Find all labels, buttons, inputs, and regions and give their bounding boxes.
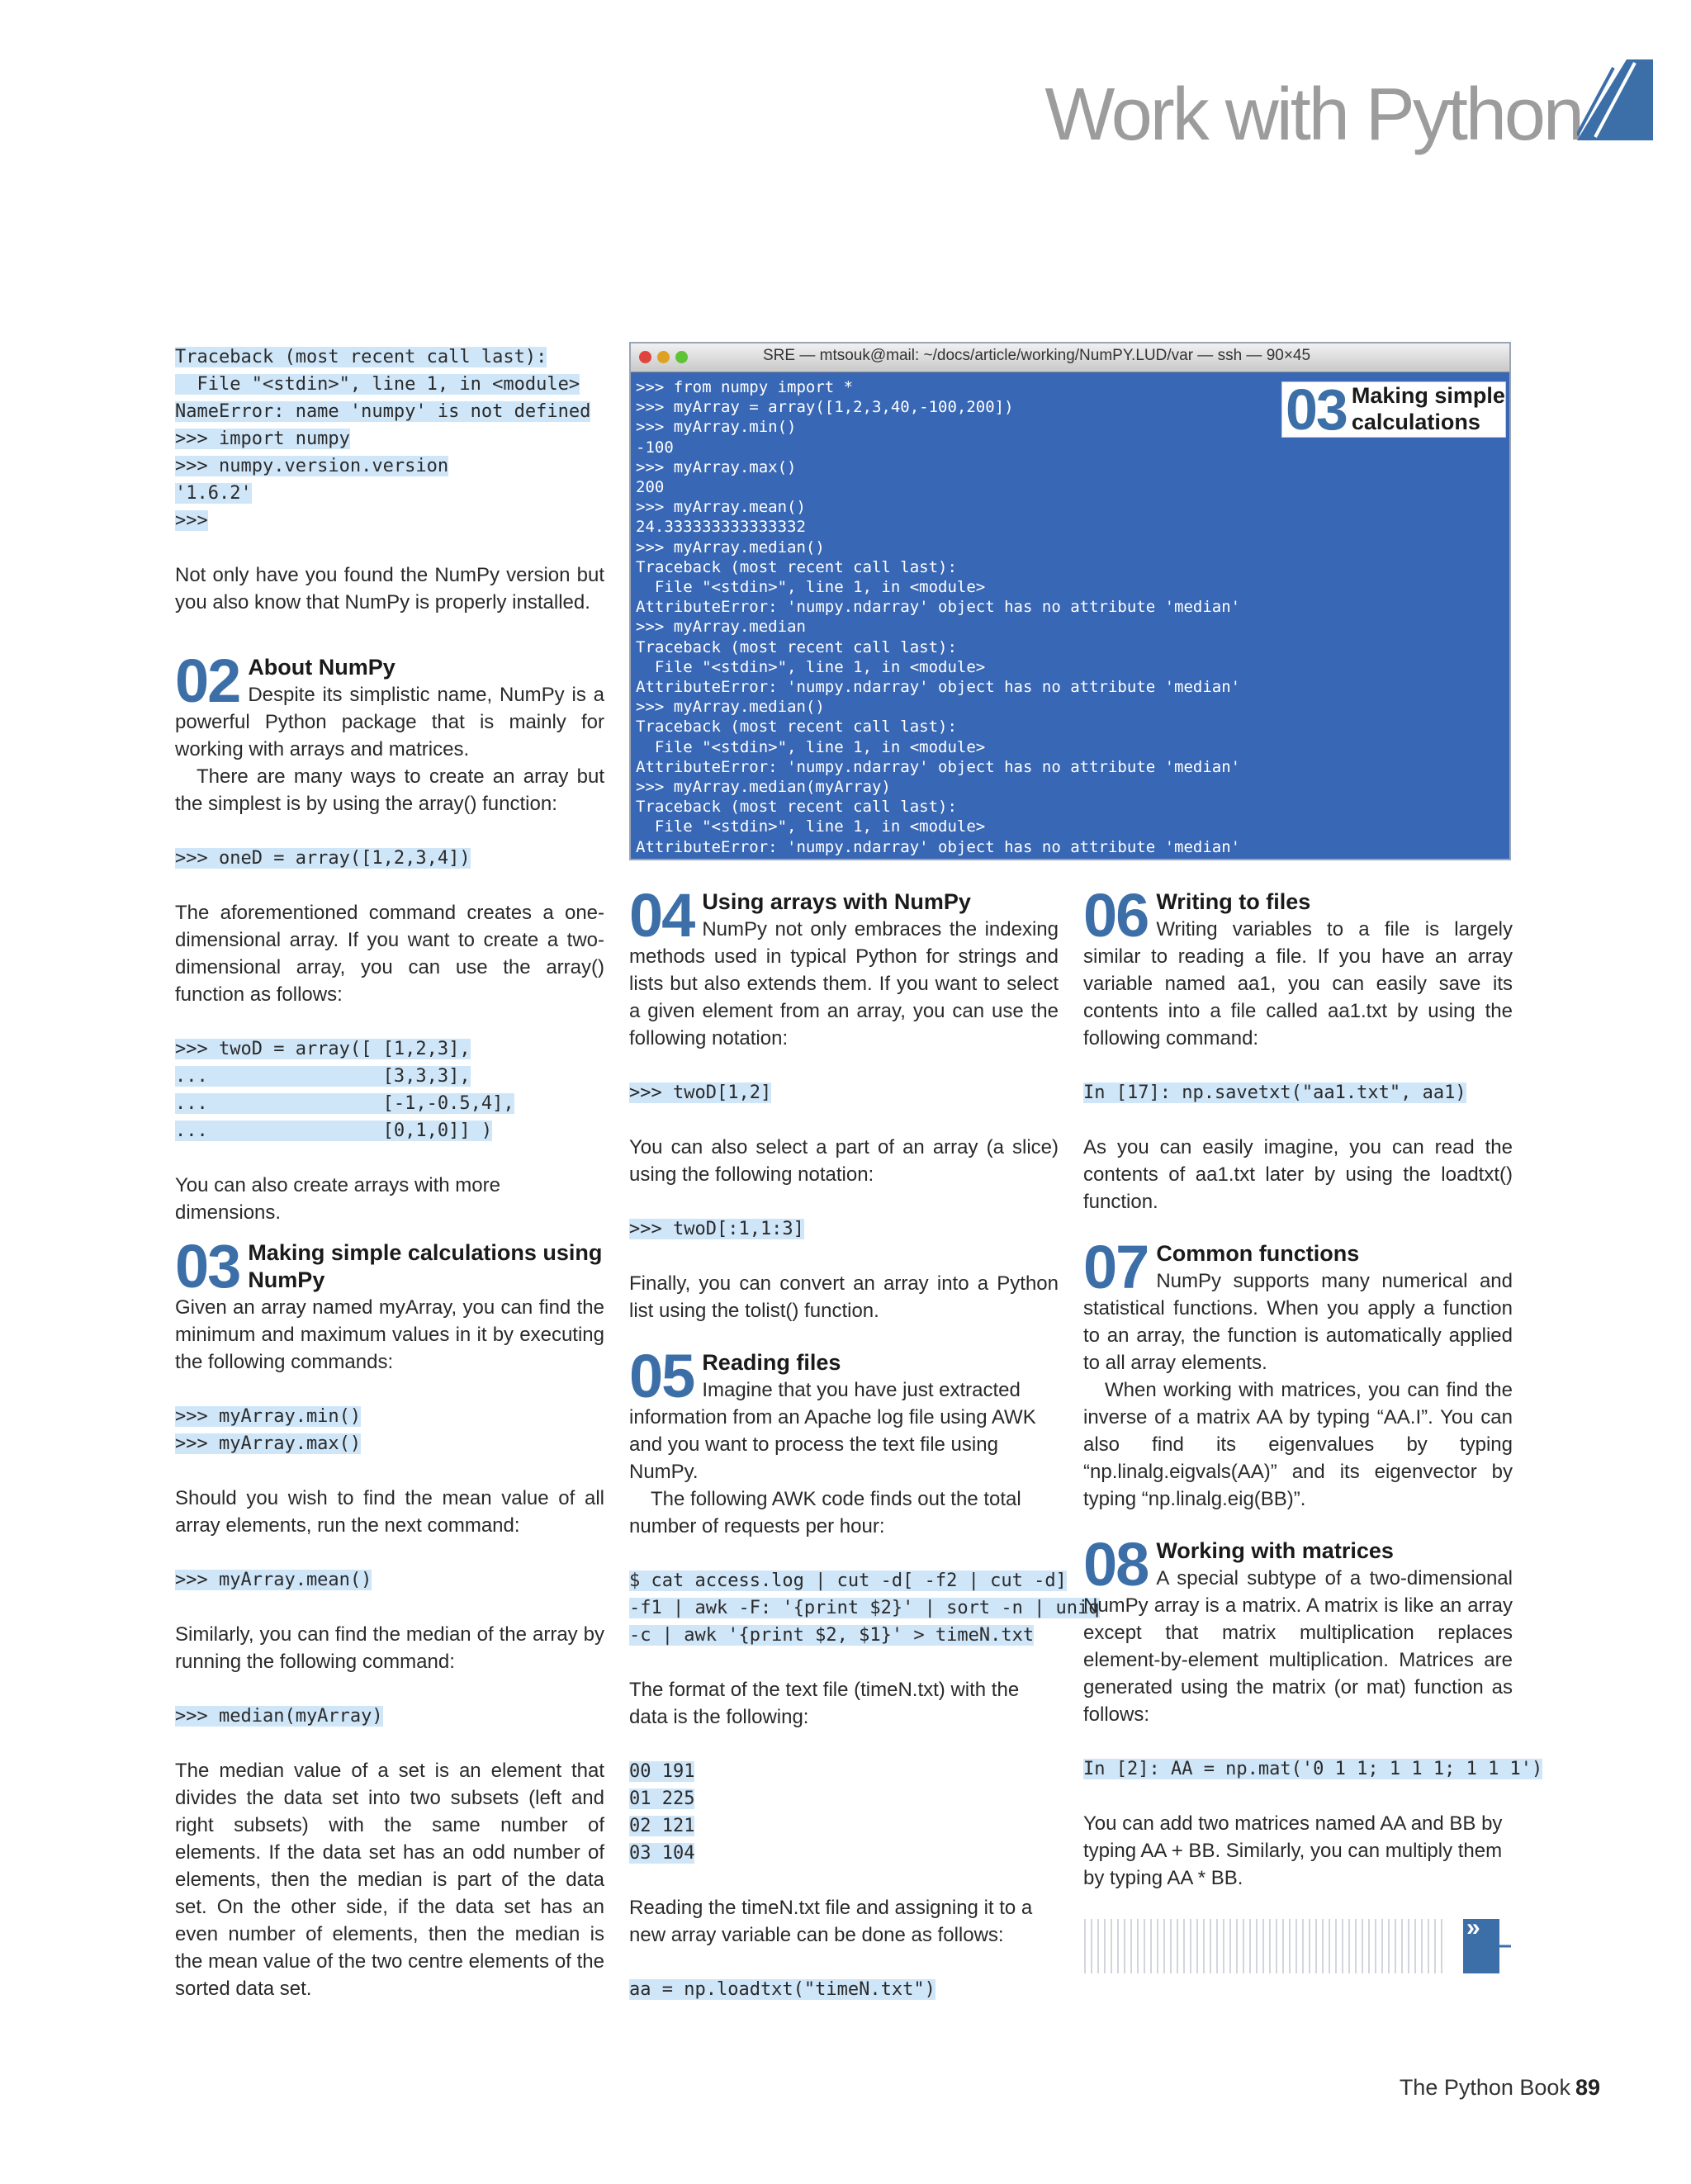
paragraph: Finally, you can convert an array into a Python list using the tolist() function. — [629, 1272, 1059, 1322]
paragraph: Reading the timeN.txt file and assigning it to a new array variable can be done as follows: — [629, 1897, 1033, 1946]
code-block: aa = np.loadtxt("timeN.txt") — [629, 1979, 935, 2000]
paragraph: The format of the text file (timeN.txt) with the data is the following: — [629, 1679, 1020, 1728]
paragraph: You can add two matrices named AA and BB by typing AA + BB. Similarly, you can multiply them by typing AA * BB. — [1083, 1812, 1503, 1889]
terminal-titlebar — [631, 343, 1509, 372]
section-07 — [1083, 1233, 1513, 1376]
paragraph: When working with matrices, you can find the inverse of a matrix AA by typing “AA.I”. You can also find its eigenvalues by typing “np.linalg.eigvals(AA)” and its eigenvector by typing “np.linalg.eig(BB)”. — [1083, 1379, 1513, 1510]
section-number: 03 — [175, 1232, 240, 1300]
code-block: >>> oneD = array([1,2,3,4]) — [175, 848, 471, 869]
paragraph: Given an array named myArray, you can find the minimum and maximum values in it by executing the following commands: — [175, 1296, 604, 1373]
continue-arrow-icon — [1082, 1917, 1511, 1975]
header-stripe-graphic — [1577, 59, 1653, 140]
minimize-icon — [657, 351, 670, 363]
section-number: 06 — [1083, 881, 1149, 950]
terminal-output: >>> from numpy import * >>> myArray = array([1,2,3,40,-100,200]) >>> myArray.min() -100 >>> myArray.max() 200 >>> myArray.mean() 24.333333333333332 >>> myArray.median() Traceback (most recent call last): File "<stdin>", line 1, in <module> AttributeError: 'numpy.ndarray' object has no attribute 'median' >>> myArray.median Traceback (most recent call last): File "<stdin>", line 1, in <module> AttributeError: 'numpy.ndarray' object has no attribute 'median' >>> myArray.median() Traceback (most recent call last): File "<stdin>", line 1, in <module> AttributeError: 'numpy.ndarray' object has no attribute 'median' >>> myArray.median(myArray) Traceback (most recent call last): File "<stdin>", line 1, in <module> AttributeError: 'numpy.ndarray' object has no attribute 'median' — [636, 378, 1241, 856]
close-icon — [639, 351, 651, 363]
code-block: Traceback (most recent call last): File "<stdin>", line 1, in <module> NameError: name 'numpy' is not defined >>> import numpy >>> numpy.version.version '1.6.2' >>> — [175, 347, 591, 531]
section-title: Common functions — [1156, 1241, 1360, 1266]
code-block: >>> myArray.mean() — [175, 1570, 372, 1590]
code-block: >>> median(myArray) — [175, 1706, 383, 1727]
paragraph: Writing variables to a file is largely similar to reading a file. If you have an array variable named aa1, you can easily save its contents into a file called aa1.txt by using the following command: — [1083, 918, 1513, 1049]
column-1 — [175, 343, 604, 2002]
section-06 — [1083, 881, 1513, 1052]
section-number: 04 — [629, 881, 694, 950]
section-title: Working with matrices — [1156, 1538, 1394, 1563]
section-08 — [1083, 1530, 1513, 1728]
column-3 — [1083, 881, 1543, 1892]
section-title: Using arrays with NumPy — [702, 889, 971, 914]
code-block: $ cat access.log | cut -d[ -f2 | cut -d] -f1 | awk -F: '{print $2}' | sort -n | uniq -c | awk '{print $2, $1}' > timeN.txt — [629, 1570, 1100, 1646]
section-05 — [629, 1342, 1059, 1485]
paragraph: A special subtype of a two-dimensional NumPy array is a matrix. A matrix is like an array except that matrix multiplication replaces element-by-element multiplication. Matrices are generated using the matrix (or mat) function as follows: — [1083, 1567, 1513, 1726]
section-number: 07 — [1083, 1233, 1149, 1301]
section-02 — [175, 647, 604, 763]
page-footer — [1400, 2075, 1600, 2101]
step-badge-number: 03 — [1286, 377, 1347, 442]
paragraph: Imagine that you have just extracted information from an Apache log file using AWK and you want to process the text file using NumPy. — [629, 1379, 1036, 1483]
column-2 — [629, 881, 1100, 2003]
section-04 — [629, 881, 1059, 1052]
section-number: 02 — [175, 647, 240, 715]
code-block: In [2]: AA = np.mat('0 1 1; 1 1 1; 1 1 1') — [1083, 1759, 1543, 1779]
zoom-icon — [675, 351, 688, 363]
section-title: Writing to files — [1156, 889, 1311, 914]
paragraph: Not only have you found the NumPy version but you also know that NumPy is properly installed. — [175, 564, 604, 614]
code-block: >>> twoD[:1,1:3] — [629, 1219, 804, 1239]
paragraph: Should you wish to find the mean value of all array elements, run the next command: — [175, 1487, 604, 1537]
section-title: Making simple calculations using NumPy — [248, 1240, 603, 1292]
code-block: >>> twoD[1,2] — [629, 1083, 772, 1103]
terminal-title: SRE — mtsouk@mail: ~/docs/article/working/NumPY.LUD/var — ssh — 90×45 — [763, 347, 1311, 364]
paragraph: The aforementioned command creates a one-dimensional array. If you want to create a two-dimensional array, you can use the array() function as follows: — [175, 902, 604, 1006]
section-title: About NumPy — [248, 655, 396, 680]
section-number: 08 — [1083, 1530, 1149, 1599]
paragraph: The following AWK code finds out the total number of requests per hour: — [629, 1488, 1021, 1537]
code-block: 00 191 01 225 02 121 03 104 — [629, 1761, 695, 1864]
paragraph: Similarly, you can find the median of the array by running the following command: — [175, 1623, 604, 1673]
section-03 — [175, 1232, 604, 1300]
paragraph: There are many ways to create an array but the simplest is by using the array() function: — [175, 765, 604, 815]
book-title: The Python Book — [1399, 2075, 1570, 2100]
code-block: >>> myArray.min() >>> myArray.max() — [175, 1406, 362, 1454]
paragraph: NumPy not only embraces the indexing methods used in typical Python for strings and lists but also extends them. If you want to select a given element from an array, you can use the following notation: — [629, 918, 1059, 1049]
code-block: In [17]: np.savetxt("aa1.txt", aa1) — [1083, 1083, 1466, 1103]
page-header-title: Work with Python — [1044, 73, 1582, 156]
paragraph: NumPy supports many numerical and statistical functions. When you apply a function to an array, the function is automatically applied to all array elements. — [1083, 1270, 1513, 1374]
step-badge — [1281, 377, 1506, 442]
page-number: 89 — [1575, 2075, 1600, 2100]
paragraph: As you can easily imagine, you can read the contents of aa1.txt later by using the loadtxt() function. — [1083, 1136, 1513, 1213]
paragraph: You can also create arrays with more dimensions. — [175, 1174, 500, 1224]
step-badge-title: Making simple calculations — [1351, 383, 1505, 434]
paragraph: Despite its simplistic name, NumPy is a powerful Python package that is mainly for working with arrays and matrices. — [175, 684, 604, 760]
section-title: Reading files — [702, 1350, 841, 1375]
continue-glyph: » — [1466, 1914, 1480, 1941]
paragraph: You can also select a part of an array (a slice) using the following notation: — [629, 1136, 1059, 1186]
code-block: >>> twoD = array([ [1,2,3], ... [3,3,3], ... [-1,-0.5,4], ... [0,1,0]] ) — [175, 1039, 514, 1141]
section-number: 05 — [629, 1342, 694, 1410]
paragraph: The median value of a set is an element that divides the data set into two subsets (left and right subsets) with the same number of elements. If the data set has an odd number of elements, then the median is part of the data set. On the other side, if the data set has an even number of elements, then the median is the mean value of the two centre elements of the sorted data set. — [175, 1760, 604, 2000]
terminal-screenshot — [629, 342, 1511, 860]
